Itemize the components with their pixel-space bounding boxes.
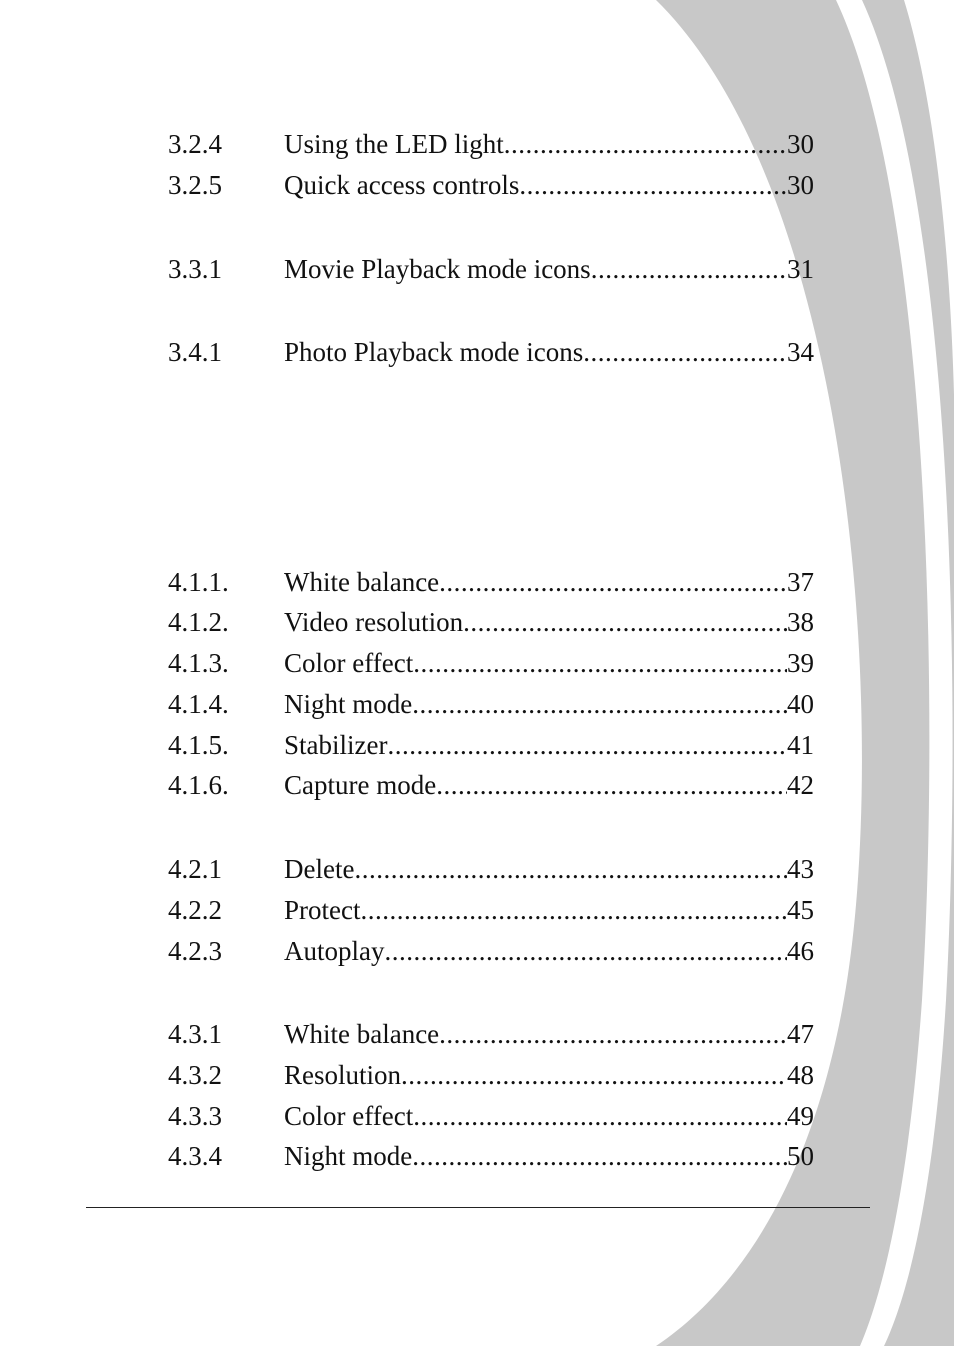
toc-entry-title: Night mode <box>284 689 413 719</box>
dot-leader <box>436 767 787 803</box>
toc-entry[interactable] <box>168 1138 814 1174</box>
toc-entry-title: Using the LED light <box>284 129 504 159</box>
toc-entry-title: Color effect <box>284 648 414 678</box>
toc-entry[interactable] <box>168 933 814 969</box>
dot-leader <box>401 1057 787 1093</box>
toc-entry-number: 4.1.6. <box>168 770 229 800</box>
toc-entry-page: 34 <box>787 337 814 367</box>
toc-entry[interactable] <box>168 126 814 162</box>
toc-entry-page: 37 <box>787 567 814 597</box>
toc-entry-number: 3.2.4 <box>168 129 222 159</box>
toc-entry[interactable] <box>168 1016 814 1052</box>
toc-entry[interactable] <box>168 727 814 763</box>
toc-entry[interactable] <box>168 892 814 928</box>
toc-entry-page: 50 <box>787 1141 814 1171</box>
toc-entry-number: 3.3.1 <box>168 254 222 284</box>
toc-entry-title: Color effect <box>284 1101 414 1131</box>
toc-entry-number: 4.1.5. <box>168 730 229 760</box>
toc-entry-number: 4.2.3 <box>168 936 222 966</box>
toc-entry[interactable] <box>168 851 814 887</box>
toc-entry[interactable] <box>168 1098 814 1134</box>
toc-entry[interactable] <box>168 767 814 803</box>
toc-entry-number: 4.3.1 <box>168 1019 222 1049</box>
footer-rule <box>86 1207 870 1208</box>
dot-leader <box>439 564 787 600</box>
dot-leader <box>504 126 787 162</box>
toc-entry-page: 40 <box>787 689 814 719</box>
toc-entry[interactable] <box>168 686 814 722</box>
toc-entry-title: Capture mode <box>284 770 437 800</box>
toc-entry-number: 3.2.5 <box>168 170 222 200</box>
dot-leader <box>360 892 787 928</box>
dot-leader <box>591 251 787 287</box>
toc-entry-page: 49 <box>787 1101 814 1131</box>
toc-entry-page: 38 <box>787 607 814 637</box>
toc-entry[interactable] <box>168 167 814 203</box>
toc-entry-page: 45 <box>787 895 814 925</box>
toc-entry-title: Autoplay <box>284 936 385 966</box>
toc-entry[interactable] <box>168 251 814 287</box>
toc-entry-title: Photo Playback mode icons <box>284 337 584 367</box>
toc-entry-number: 4.1.3. <box>168 648 229 678</box>
toc-entry-page: 47 <box>787 1019 814 1049</box>
toc-entry[interactable] <box>168 1057 814 1093</box>
toc-entry-number: 4.3.2 <box>168 1060 222 1090</box>
toc-entry-title: White balance <box>284 567 440 597</box>
dot-leader <box>354 851 787 887</box>
dot-leader <box>583 334 787 370</box>
dot-leader <box>519 167 787 203</box>
toc-entry-number: 4.3.4 <box>168 1141 222 1171</box>
dot-leader <box>413 1098 787 1134</box>
toc-entry-number: 4.1.1. <box>168 567 229 597</box>
toc-entry-page: 39 <box>787 648 814 678</box>
toc-entry[interactable] <box>168 564 814 600</box>
toc-entry-title: Stabilizer <box>284 730 388 760</box>
toc-entry-title: White balance <box>284 1019 440 1049</box>
toc-entry[interactable] <box>168 604 814 640</box>
toc-entry[interactable] <box>168 645 814 681</box>
toc-entry-page: 31 <box>787 254 814 284</box>
toc-entry-title: Resolution <box>284 1060 402 1090</box>
toc-entry-page: 41 <box>787 730 814 760</box>
dot-leader <box>385 933 788 969</box>
toc-entry-number: 3.4.1 <box>168 337 222 367</box>
toc-entry-title: Quick access controls <box>284 170 520 200</box>
toc-entry-page: 43 <box>787 854 814 884</box>
toc-entry-title: Movie Playback mode icons <box>284 254 591 284</box>
toc-entry-page: 46 <box>787 936 814 966</box>
dot-leader <box>412 686 787 722</box>
toc-entry-page: 30 <box>787 129 814 159</box>
toc-entry-title: Protect <box>284 895 361 925</box>
toc-entry-number: 4.2.2 <box>168 895 222 925</box>
dot-leader <box>387 727 787 763</box>
dot-leader <box>439 1016 787 1052</box>
toc-entry-number: 4.3.3 <box>168 1101 222 1131</box>
dot-leader <box>463 604 787 640</box>
toc-entry-title: Delete <box>284 854 355 884</box>
toc-entry-number: 4.1.4. <box>168 689 229 719</box>
toc-entry-page: 48 <box>787 1060 814 1090</box>
dot-leader <box>412 1138 787 1174</box>
toc-entry-number: 4.1.2. <box>168 607 229 637</box>
toc-entry-number: 4.2.1 <box>168 854 222 884</box>
toc-entry-page: 42 <box>787 770 814 800</box>
toc-entry-title: Video resolution <box>284 607 464 637</box>
toc-entry-page: 30 <box>787 170 814 200</box>
dot-leader <box>413 645 787 681</box>
toc-entry[interactable] <box>168 334 814 370</box>
toc-entry-title: Night mode <box>284 1141 413 1171</box>
